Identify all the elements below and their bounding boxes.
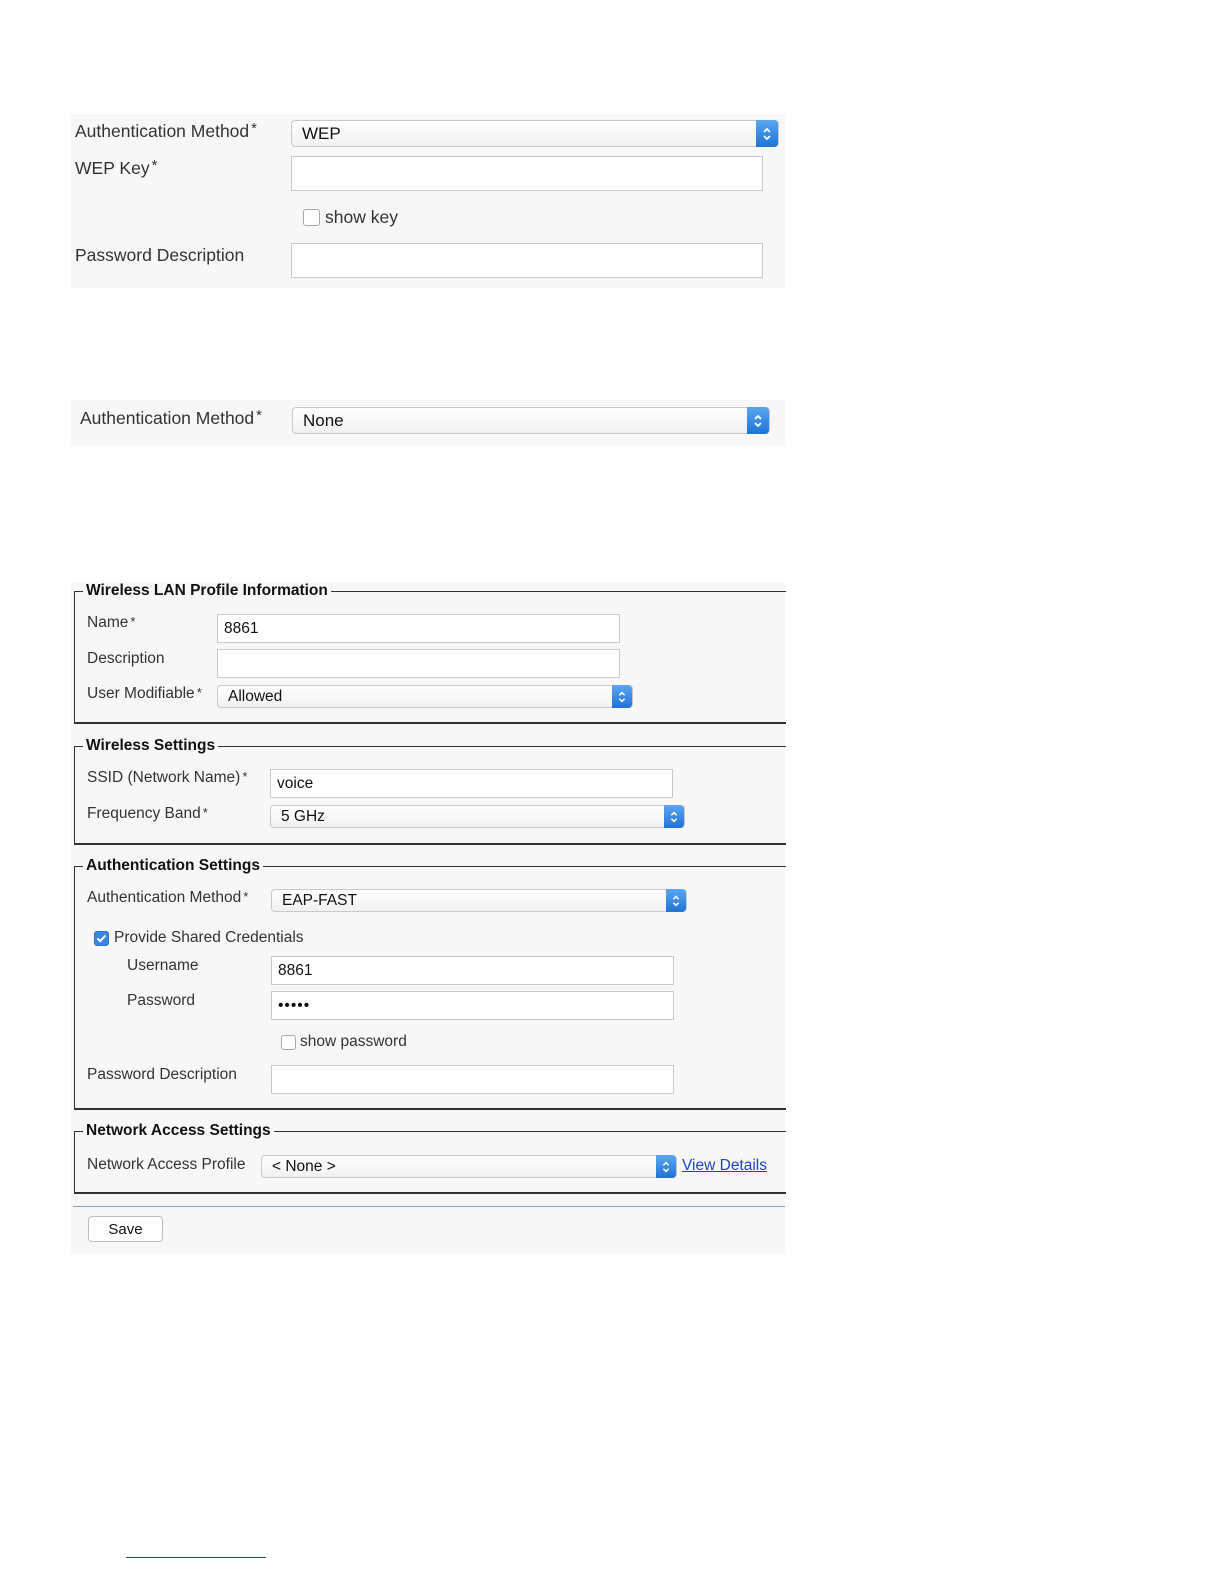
description-input[interactable] — [217, 649, 620, 678]
description-label: Description — [87, 650, 165, 667]
checkmark-icon — [95, 932, 108, 945]
ssid-label: SSID (Network Name) * — [87, 769, 248, 786]
required-marker: * — [243, 889, 249, 904]
auth-method-selected-value: None — [303, 410, 344, 430]
password-label: Password — [127, 992, 196, 1009]
none-auth-panel — [71, 400, 785, 445]
password-description-label: Password Description — [75, 245, 245, 265]
wep-key-label: WEP Key * — [75, 158, 158, 178]
network-access-profile-selected-value: < None > — [272, 1157, 336, 1175]
auth-method-select[interactable] — [271, 889, 687, 912]
authentication-settings-title: Authentication Settings — [83, 857, 263, 875]
network-access-settings-group — [74, 1122, 786, 1194]
required-marker: * — [251, 121, 257, 137]
required-marker: * — [196, 685, 202, 700]
required-marker: * — [202, 805, 208, 820]
wep-auth-panel — [71, 114, 785, 288]
save-button[interactable]: Save — [88, 1216, 163, 1242]
password-description-label: Password Description — [87, 1066, 237, 1083]
select-arrows-icon — [756, 120, 778, 147]
select-arrows-icon — [656, 1155, 676, 1178]
save-divider — [73, 1206, 785, 1207]
user-modifiable-select[interactable] — [217, 685, 633, 708]
select-arrows-icon — [747, 407, 769, 434]
authentication-settings-group — [74, 857, 786, 1110]
provide-shared-credentials-label: Provide Shared Credentials — [114, 929, 304, 946]
select-arrows-icon — [666, 889, 686, 912]
wireless-settings-group — [74, 737, 786, 845]
required-marker: * — [130, 614, 136, 629]
network-access-settings-title: Network Access Settings — [83, 1122, 274, 1140]
show-key-checkbox[interactable] — [303, 209, 320, 226]
wep-key-input[interactable] — [291, 156, 763, 191]
user-modifiable-selected-value: Allowed — [228, 687, 283, 705]
username-input[interactable]: 8861 — [271, 956, 674, 985]
username-label: Username — [127, 957, 199, 974]
name-label: Name * — [87, 614, 136, 631]
footnote-divider — [126, 1557, 266, 1558]
auth-method-label: Authentication Method * — [87, 889, 249, 906]
profile-info-title: Wireless LAN Profile Information — [83, 582, 331, 600]
auth-method-select[interactable] — [292, 407, 770, 434]
provide-shared-credentials-checkbox[interactable] — [94, 931, 109, 946]
required-marker: * — [242, 769, 248, 784]
auth-method-label: Authentication Method * — [75, 121, 257, 141]
show-key-label: show key — [325, 207, 398, 227]
auth-method-select[interactable] — [291, 120, 779, 147]
name-input[interactable]: 8861 — [217, 614, 620, 643]
wlan-profile-panel — [71, 582, 785, 1253]
select-arrows-icon — [612, 685, 632, 708]
auth-method-label: Authentication Method * — [80, 408, 262, 428]
frequency-band-select[interactable] — [270, 805, 685, 828]
view-details-link[interactable]: View Details — [682, 1157, 768, 1174]
network-access-profile-select[interactable] — [261, 1155, 677, 1178]
password-description-input[interactable] — [291, 243, 763, 278]
wireless-settings-title: Wireless Settings — [83, 737, 218, 755]
profile-info-group — [74, 582, 786, 724]
frequency-band-selected-value: 5 GHz — [281, 807, 325, 825]
password-description-input[interactable] — [271, 1065, 674, 1094]
ssid-input[interactable]: voice — [270, 769, 673, 798]
required-marker: * — [256, 408, 262, 424]
network-access-profile-label: Network Access Profile — [87, 1156, 246, 1173]
frequency-band-label: Frequency Band * — [87, 805, 208, 822]
auth-method-selected-value: EAP-FAST — [282, 891, 357, 909]
password-input[interactable]: ••••• — [271, 991, 674, 1020]
auth-method-selected-value: WEP — [302, 123, 341, 143]
show-password-checkbox[interactable] — [281, 1035, 296, 1050]
user-modifiable-label: User Modifiable * — [87, 685, 202, 702]
select-arrows-icon — [664, 805, 684, 828]
required-marker: * — [151, 158, 158, 174]
show-password-label: show password — [300, 1033, 407, 1050]
